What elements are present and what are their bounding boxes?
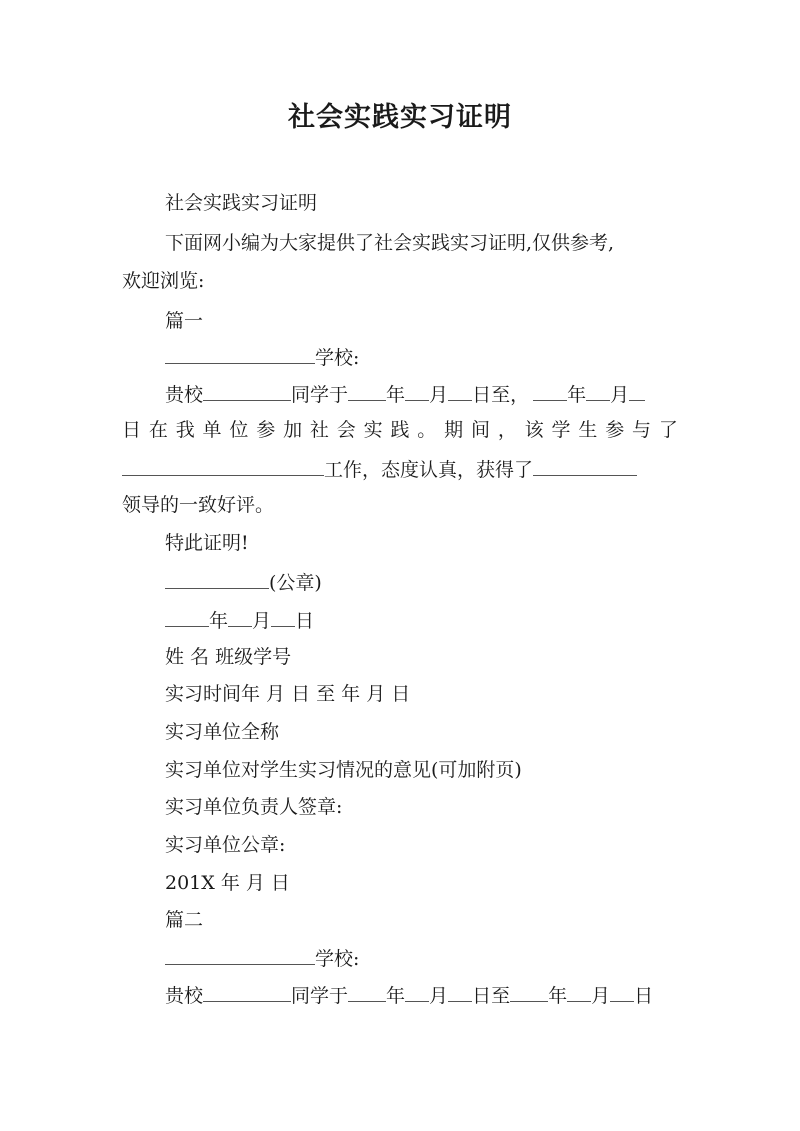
- char: 会: [336, 419, 356, 441]
- school-label: 学校:: [315, 347, 360, 369]
- text-ri: 日: [634, 985, 654, 1007]
- blank-field: [165, 566, 269, 589]
- certificate-body-line-2: [122, 415, 678, 445]
- date-line: [165, 604, 314, 636]
- subtitle-line: 社会实践实习证明: [165, 192, 318, 214]
- char: 了: [658, 419, 678, 441]
- blank-field: [567, 979, 591, 1002]
- blank-field: [348, 378, 386, 401]
- text-nian: 年: [548, 985, 568, 1007]
- text-rizhi: 日至: [472, 985, 511, 1007]
- section-heading-1: 篇一: [165, 310, 204, 332]
- text-gongzhang: (公章): [269, 572, 322, 594]
- text-yue: 月: [591, 985, 611, 1007]
- char: 该: [524, 419, 544, 441]
- blank-field: [510, 979, 548, 1002]
- text-tongxueyu: 同学于: [291, 985, 349, 1007]
- char: 加: [283, 419, 303, 441]
- char: ，: [497, 419, 517, 441]
- blank-field: [533, 378, 567, 401]
- char: 我: [175, 419, 195, 441]
- char: 在: [148, 419, 168, 441]
- char: 社: [309, 419, 329, 441]
- text-rizhi: 日至，: [472, 384, 530, 406]
- blank-field: [610, 979, 634, 1002]
- text-nian: 年: [386, 985, 406, 1007]
- form-field-seal: 实习单位公章:: [165, 834, 286, 856]
- blank-field: [165, 341, 315, 364]
- intro-line: 下面网小编为大家提供了社会实践实习证明,仅供参考,: [165, 232, 615, 254]
- form-field-time: 实习时间年 月 日 至 年 月 日: [165, 683, 411, 705]
- blank-field: [533, 453, 637, 476]
- char: 间: [470, 419, 490, 441]
- form-field-unit: 实习单位全称: [165, 721, 280, 743]
- text-yue: 月: [429, 384, 449, 406]
- school-label: 学校:: [315, 948, 360, 970]
- text-yue: 月: [429, 985, 449, 1007]
- text-tongxueyu: 同学于: [291, 384, 349, 406]
- char: 参: [256, 419, 276, 441]
- text-nian: 年: [386, 384, 406, 406]
- char: 实: [363, 419, 383, 441]
- char: 生: [578, 419, 598, 441]
- char: 。: [417, 419, 437, 441]
- text-ri: 日: [295, 610, 315, 632]
- text-guixiao: 贵校: [165, 384, 204, 406]
- seal-line: [165, 566, 322, 598]
- char: 位: [229, 419, 249, 441]
- blank-field: [165, 604, 209, 627]
- blank-field: [203, 378, 291, 401]
- char: 单: [202, 419, 222, 441]
- blank-field: [228, 604, 252, 627]
- blank-field: [448, 378, 472, 401]
- form-field-sign: 实习单位负责人签章:: [165, 796, 343, 818]
- text-gongzuo: 工作，态度认真，获得了: [324, 459, 534, 481]
- blank-field: [348, 979, 386, 1002]
- school-line-1: [165, 341, 359, 373]
- blank-field: [271, 604, 295, 627]
- form-field-date: 201X 年 月 日: [165, 872, 290, 894]
- char: 践: [390, 419, 410, 441]
- blank-field: [629, 378, 645, 401]
- certificate-body-line-p2: [165, 979, 653, 1011]
- blank-field: [448, 979, 472, 1002]
- blank-field: [203, 979, 291, 1002]
- document-title: 社会实践实习证明: [288, 102, 512, 133]
- form-field-name: 姓 名 班级学号: [165, 646, 292, 668]
- char: 期: [444, 419, 464, 441]
- certificate-body-line-1: [165, 378, 645, 410]
- char: 学: [551, 419, 571, 441]
- char: 日: [122, 419, 142, 441]
- text-yue: 月: [610, 384, 630, 406]
- char: 与: [632, 419, 652, 441]
- certificate-body-line-4: 领导的一致好评。: [122, 494, 275, 516]
- certificate-body-line-3: [122, 453, 637, 485]
- blank-field: [165, 942, 315, 965]
- text-nian: 年: [209, 610, 229, 632]
- char: 参: [605, 419, 625, 441]
- blank-field: [122, 453, 324, 476]
- section-heading-2: 篇二: [165, 909, 204, 931]
- blank-field: [405, 979, 429, 1002]
- blank-field: [405, 378, 429, 401]
- form-field-opinion: 实习单位对学生实习情况的意见(可加附页): [165, 759, 522, 781]
- school-line-2: [165, 942, 359, 974]
- text-guixiao: 贵校: [165, 985, 204, 1007]
- text-yue: 月: [252, 610, 272, 632]
- certify-line: 特此证明!: [165, 532, 249, 554]
- text-nian: 年: [567, 384, 587, 406]
- blank-field: [586, 378, 610, 401]
- intro-line-cont: 欢迎浏览:: [122, 270, 205, 292]
